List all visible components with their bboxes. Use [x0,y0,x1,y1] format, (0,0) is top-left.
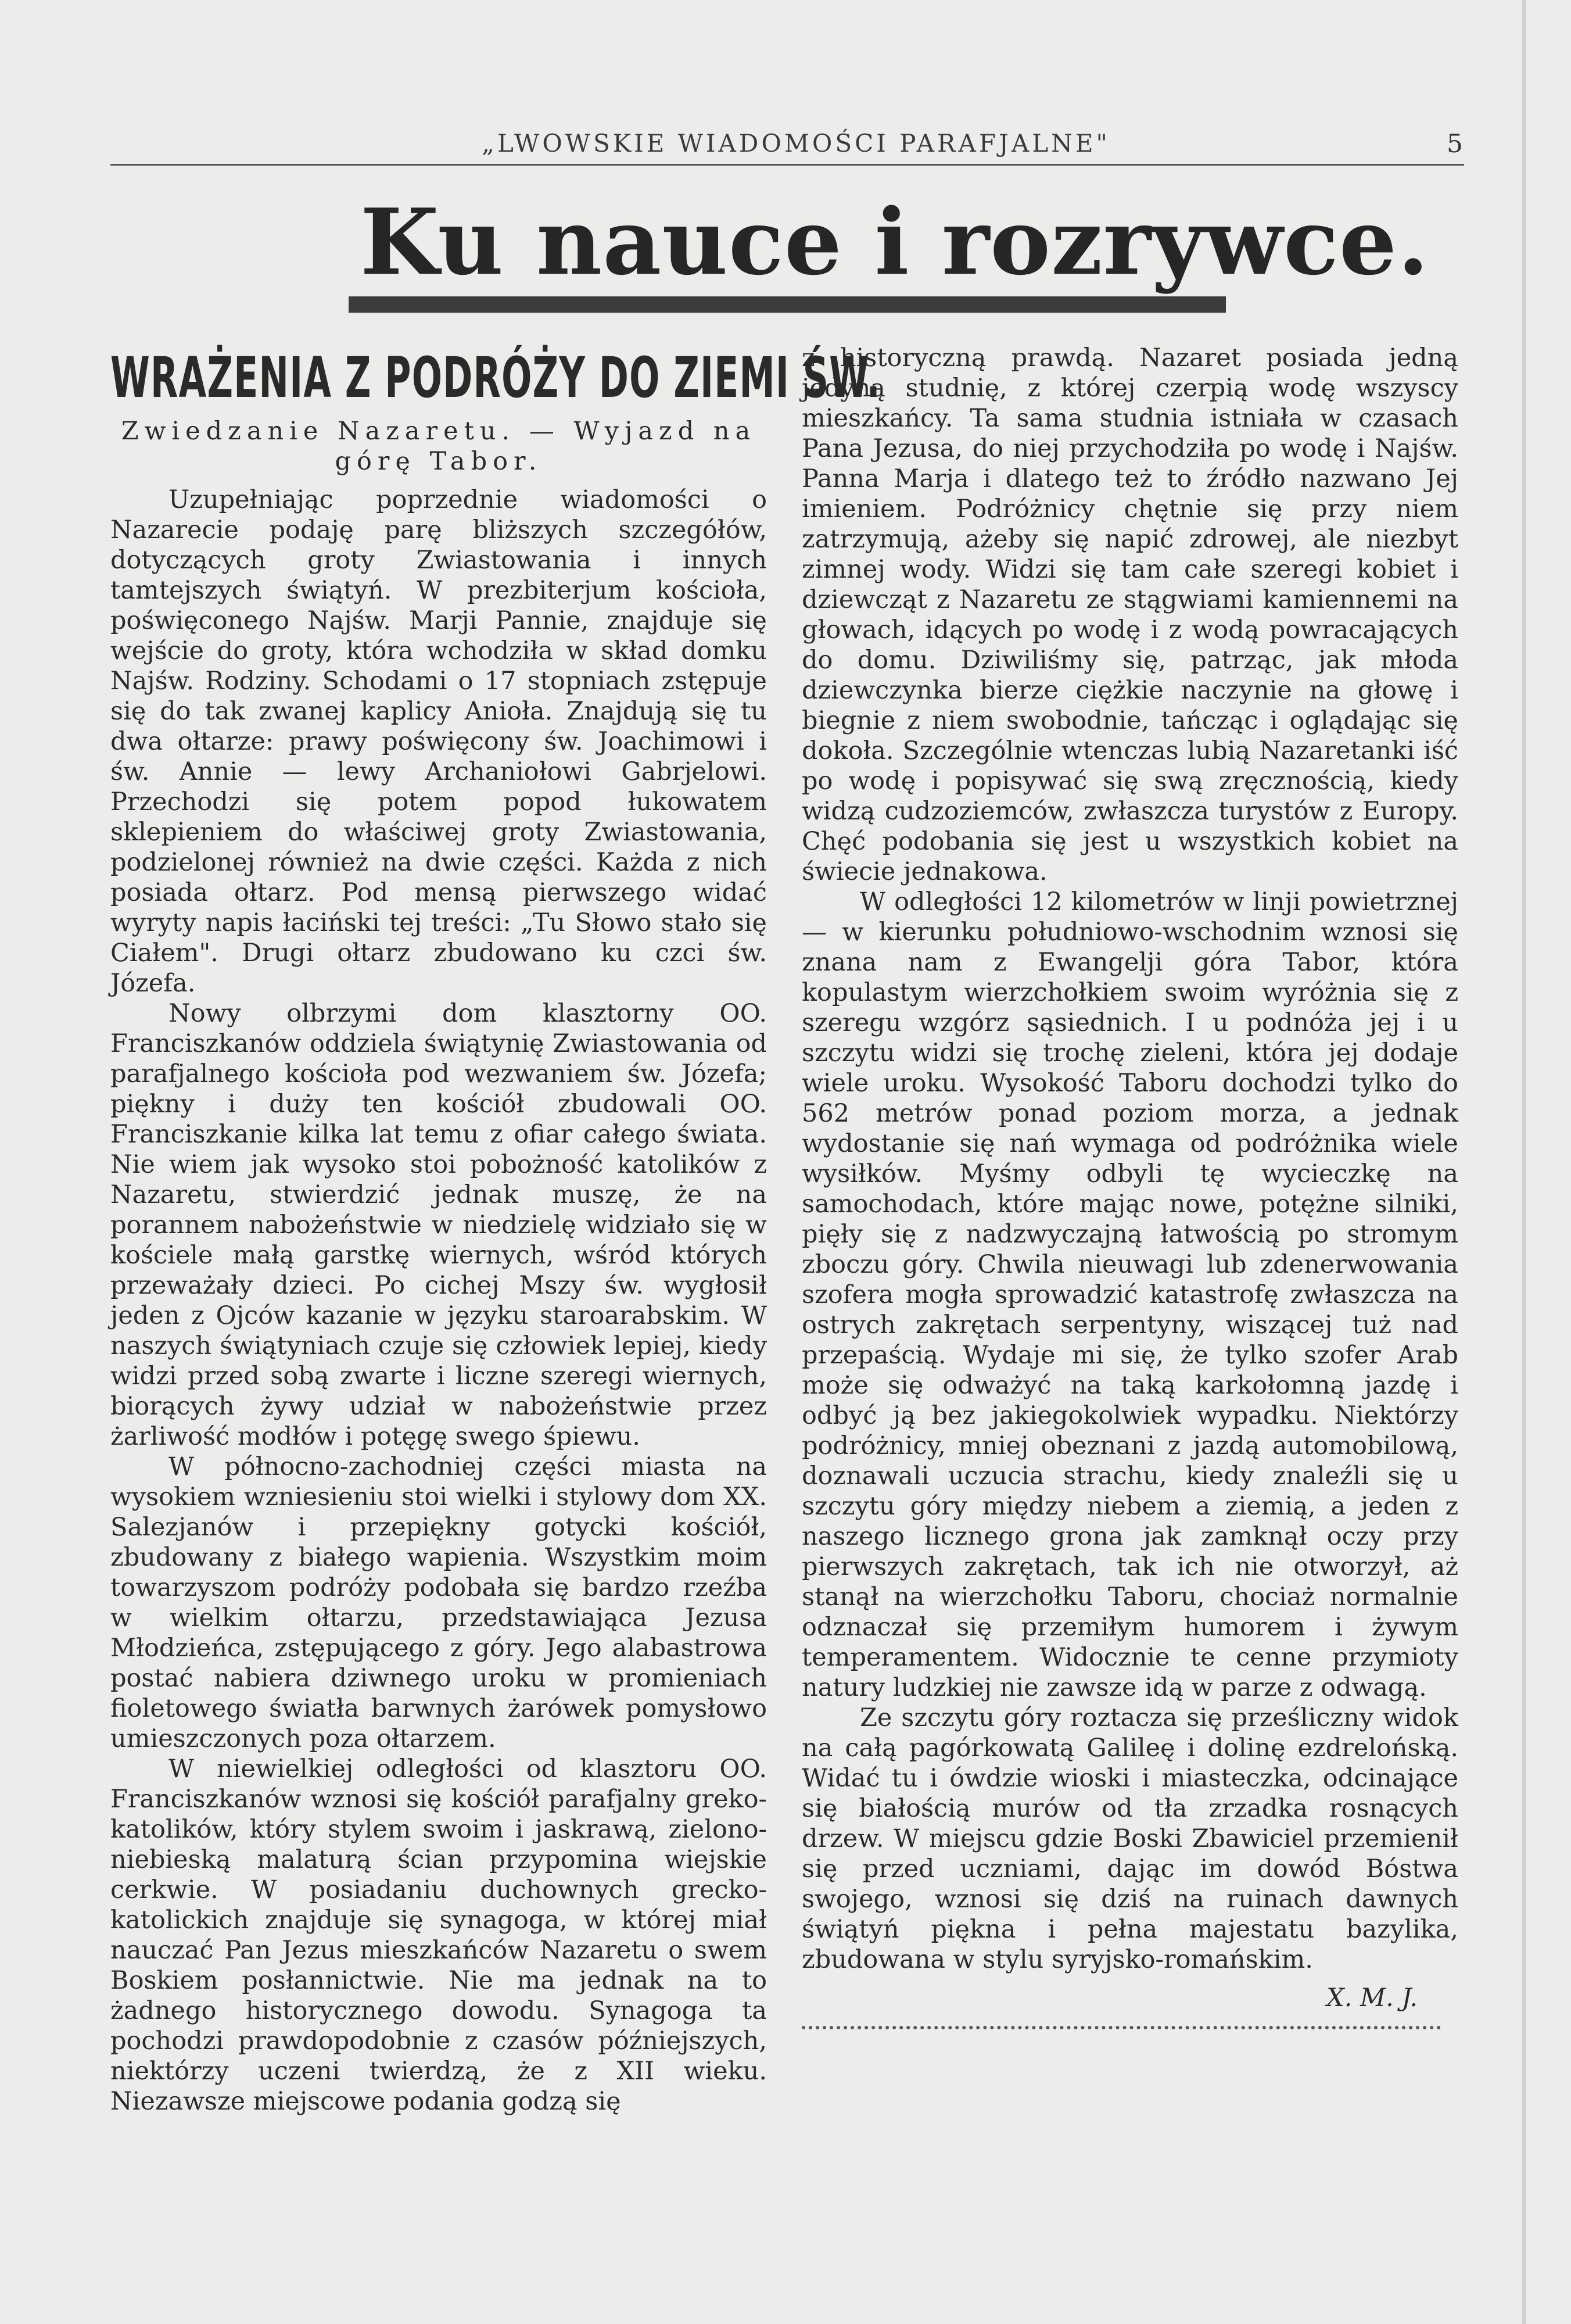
right-column [802,343,1458,2029]
article-subtitle: Zwiedzanie Nazaretu. — Wyjazd na górę Tabor. [121,417,756,476]
article-title: WRAŻENIA Z PODRÓŻY DO ZIEMI ŚW. [110,345,881,410]
paragraph: W odległości 12 kilometrów w linji powietrznej — w kierunku południowo-wschodnim wznosi się znana nam z Ewangelji góra Tabor, która kopulastym wierzchołkiem swoim wyróżnia się z szeregu wzgórz sąsiednich. I u podnóża jej i u szczytu widzi się trochę zieleni, która jej dodaje wiele uroku. Wysokość Taboru dochodzi tylko do 562 metrów ponad poziom morza, a jednak wydostanie się nań wymaga od podróżnika wiele wysiłków. Myśmy odbyli tę wycieczkę na samochodach, które mając nowe, potężne silniki, pięły się z nadzwyczajną łatwością po stromym zboczu góry. Chwila nieuwagi lub zdenerwowania szofera mogła sprowadzić katastrofę zwłaszcza na ostrych zakrętach serpentyny, wiszącej tuż nad przepaścią. Wydaje mi się, że tylko szofer Arab może się odważyć na taką karkołomną jazdę i odbyć ją bez jakiegokolwiek wypadku. Niektórzy podróżnicy, mniej obeznani z jazdą automobilową, doznawali uczucia strachu, kiedy znaleźli się u szczytu góry między niebem a ziemią, a jeden z naszego licznego grona jak zamknął oczy przy pierwszych zakrętach, tak ich nie otworzył, aż stanął na wierzchołku Taboru, chociaż normalnie odznaczał się przemiłym humorem i żywym temperamentem. Widocznie te cenne przymioty natury ludzkiej nie zawsze idą w parze z odwagą. [802,887,1458,1702]
running-head: „LWOWSKIE WIADOMOŚCI PARAFJALNE" [482,129,1110,157]
header-rule [110,164,1464,166]
page-edge [1522,0,1526,2324]
page-number: 5 [1447,129,1463,159]
paragraph: Nowy olbrzymi dom klasztorny OO. Franciszkanów oddziela świątynię Zwiastowania od parafjalnego kościoła pod wezwaniem św. Józefa; piękny i duży ten kościół zbudowali OO. Franciszkanie kilka lat temu z ofiar całego świata. Nie wiem jak wysoko stoi pobożność katolików z Nazaretu, stwierdzić jednak muszę, że na porannem nabożeństwie w niedzielę widziało się w kościele małą garstkę wiernych, wśród których przeważały dzieci. Po cichej Mszy św. wygłosił jeden z Ojców kazanie w języku staroarabskim. W naszych świątyniach czuje się człowiek lepiej, kiedy widzi przed sobą zwarte i liczne szeregi wiernych, biorących żywy udział w nabożeństwie przez żarliwość modłów i potęgę swego śpiewu. [110,999,767,1451]
paragraph: W niewielkiej odległości od klasztoru OO. Franciszkanów wznosi się kościół parafjalny greko-katolików, który stylem swoim i jaskrawą, zielono-niebieską malaturą ścian przypomina wiejskie cerkwie. W posiadaniu duchownych grecko-katolickich znajduje się synagoga, w której miał nauczać Pan Jezus mieszkańców Nazaretu o swem Boskiem posłannictwie. Nie ma jednak na to żadnego historycznego dowodu. Synagoga ta pochodzi prawdopodobnie z czasów późniejszych, niektórzy uczeni twierdzą, że z XII wieku. Niezawsze miejscowe podania godzą się [110,1754,767,2116]
section-title-bar [349,296,1226,313]
section-title: Ku nauce i rozrywce. [360,189,1430,295]
paragraph: Ze szczytu góry roztacza się prześliczny widok na całą pagórkowatą Galileę i dolinę ezdrelońską. Widać tu i ówdzie wioski i miasteczka, odcinające się białością murów od tła zrzadka rosnących drzew. W miejscu gdzie Boski Zbawiciel przemienił się przed uczniami, dając im dowód Bóstwa swojego, wznosi się dziś na ruinach dawnych świątyń piękna i pełna majestatu bazylika, zbudowana w stylu syryjsko-romańskim. [802,1703,1458,1974]
end-rule [802,2026,1441,2029]
paragraph: W północno-zachodniej części miasta na wysokiem wzniesieniu stoi wielki i stylowy dom XX. Salezjanów i przepiękny gotycki kościół, zbudowany z białego wapienia. Wszystkim moim towarzyszom podróży podobała się bardzo rzeźba w wielkim ołtarzu, przedstawiająca Jezusa Młodzieńca, zstępującego z góry. Jego alabastrowa postać nabiera dziwnego uroku w promieniach fioletowego światła barwnych żarówek pomysłowo umieszczonych poza ołtarzem. [110,1452,767,1753]
left-column [110,343,881,2117]
author-signature: X. M. J. [1326,1983,1418,2013]
paragraph: Uzupełniając poprzednie wiadomości o Nazarecie podaję parę bliższych szczegółów, dotyczących groty Zwiastowania i innych tamtejszych świątyń. W prezbiterjum kościoła, poświęconego Najśw. Marji Pannie, znajduje się wejście do groty, która wchodziła w skład domku Najśw. Rodziny. Schodami o 17 stopniach zstępuje się do tak zwanej kaplicy Anioła. Znajdują się tu dwa ołtarze: prawy poświęcony św. Joachimowi i św. Annie — lewy Archaniołowi Gabrjelowi. Przechodzi się potem popod łukowatem sklepieniem do właściwej groty Zwiastowania, podzielonej również na dwie części. Każda z nich posiada ołtarz. Pod mensą pierwszego widać wyryty napis łaciński tej treści: „Tu Słowo stało się Ciałem". Drugi ołtarz zbudowano ku czci św. Józefa. [110,485,767,998]
paragraph: z historyczną prawdą. Nazaret posiada jedną jedyną studnię, z której czerpią wodę wszyscy mieszkańcy. Ta sama studnia istniała w czasach Pana Jezusa, do niej przychodziła po wodę i Najśw. Panna Marja i dlatego też to źródło nazwano Jej imieniem. Podróżnicy chętnie się przy niem zatrzymują, ażeby się napić zdrowej, ale niezbyt zimnej wody. Widzi się tam całe szeregi kobiet i dziewcząt z Nazaretu ze stągwiami kamiennemi na głowach, idących po wodę i z wodą powracających do domu. Dziwiliśmy się, patrząc, jak młoda dziewczynka bierze ciężkie naczynie na głowę i biegnie z niem swobodnie, tańcząc i oglądając się dokoła. Szczególnie wtenczas lubią Nazaretanki iść po wodę i popisywać się swą zręcznością, kiedy widzą cudzoziemców, zwłaszcza turystów z Europy. Chęć podobania się jest u wszystkich kobiet na świecie jednakowa. [802,343,1458,886]
